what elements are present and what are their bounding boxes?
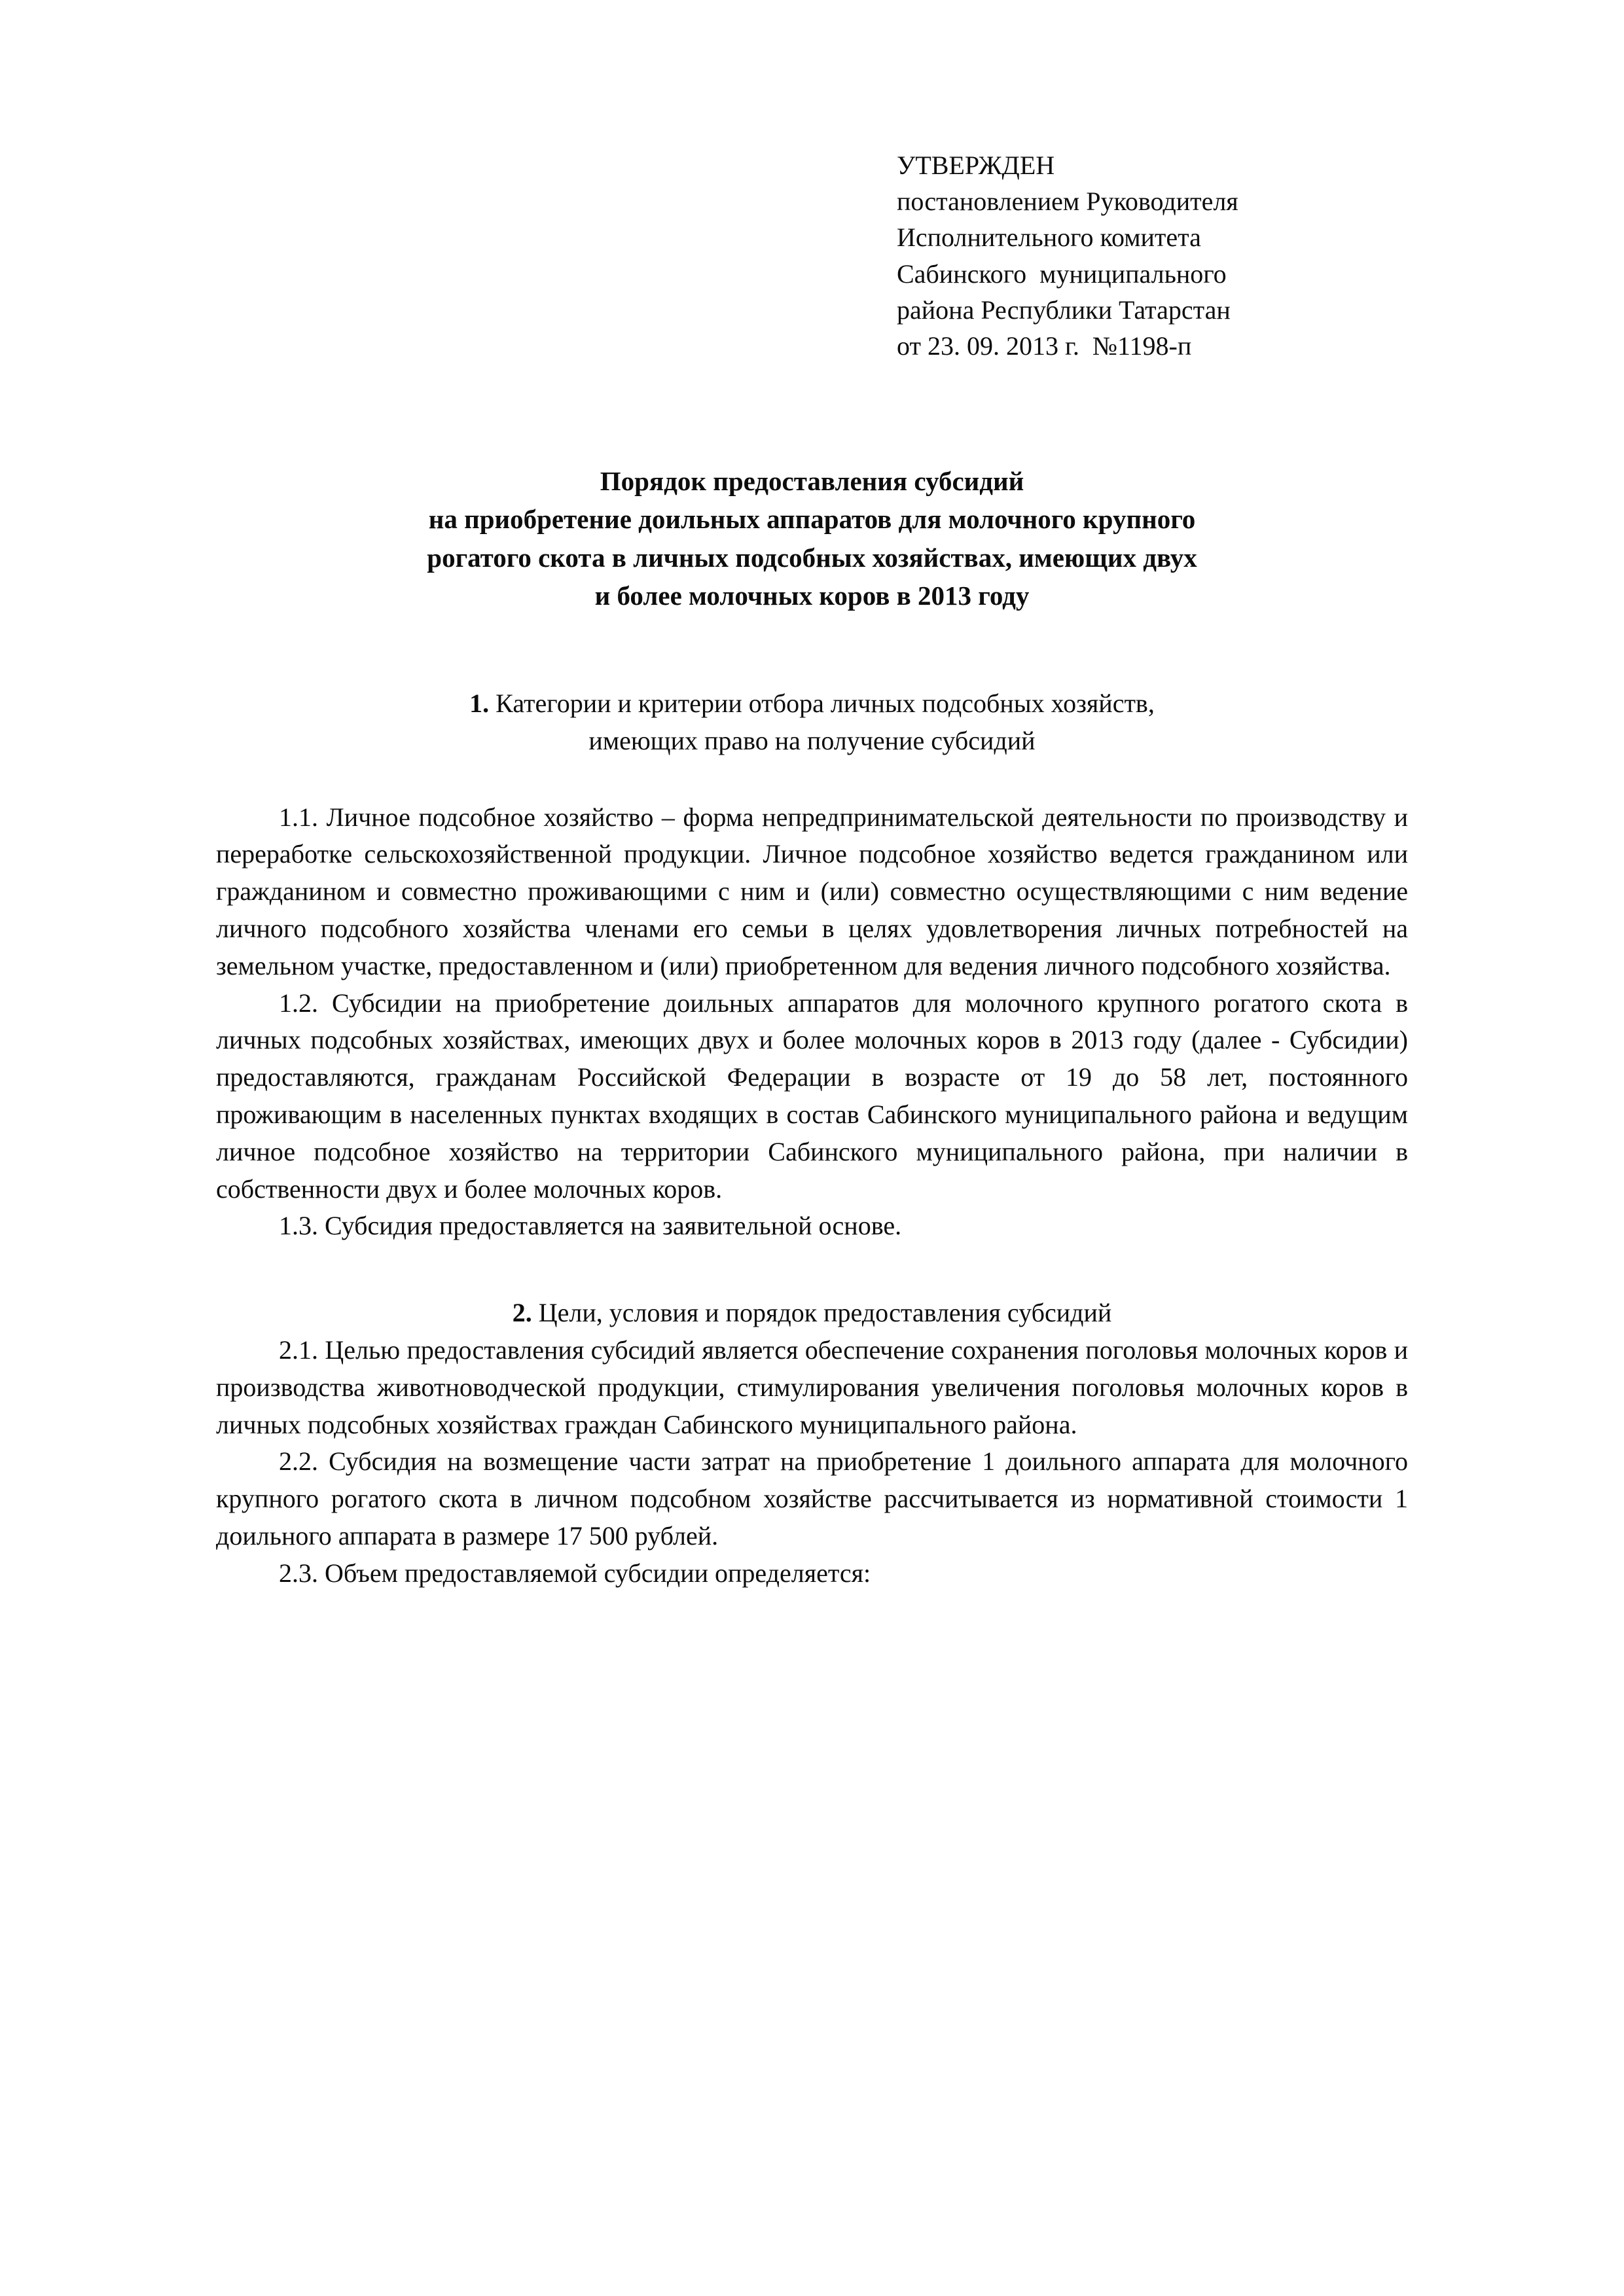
paragraph-1-1: 1.1. Личное подсобное хозяйство – форма непредпринимательской деятельности по производству и переработке сельскохозяйственной продукции. Личное подсобное хозяйство ведется гражданином или гражданином и совместно проживающими с ним и (или) совместно осуществляющими с ним ведение личного подсобного хозяйства членами его семьи в целях удовлетворения личных потребностей на земельном участке, предоставленном и (или) приобретенном для ведения личного подсобного хозяйства. — [216, 802, 1408, 980]
approval-line-5: района Республики Татарстан — [897, 295, 1231, 325]
section-1-heading — [216, 685, 1408, 760]
approval-block — [897, 147, 1408, 364]
paragraph-1-2: 1.2. Субсидии на приобретение доильных аппаратов для молочного крупного рогатого скота в личных подсобных хозяйствах, имеющих двух и более молочных коров в 2013 году (далее - Субсидии) предоставляются, гражданам Российской Федерации в возрасте от 19 до 58 лет, постоянного проживающим в населенных пунктах входящих в состав Сабинского муниципального района и ведущим личное подсобное хозяйство на территории Сабинского муниципального района, при наличии в собственности двух и более молочных коров. — [216, 988, 1408, 1204]
title-line-2: на приобретение доильных аппаратов для молочного крупного — [428, 504, 1196, 535]
paragraph-2-3: 2.3. Объем предоставляемой субсидии определяется: — [279, 1558, 871, 1588]
title-line-1: Порядок предоставления субсидий — [600, 466, 1024, 497]
paragraph-1-3: 1.3. Субсидия предоставляется на заявительной основе. — [279, 1211, 902, 1241]
section-1-number: 1. — [469, 689, 490, 718]
paragraph-2-2: 2.2. Субсидия на возмещение части затрат на приобретение 1 доильного аппарата для молочного крупного рогатого скота в личном подсобном хозяйстве рассчитывается из нормативной стоимости 1 доильного аппарата в размере 17 500 рублей. — [216, 1446, 1408, 1551]
approval-line-1: УТВЕРЖДЕН — [897, 151, 1055, 180]
section-2-body — [216, 1332, 1408, 1592]
approval-line-2: постановлением Руководителя — [897, 187, 1238, 217]
title-line-4: и более молочных коров в 2013 году — [594, 580, 1030, 611]
title-line-3: рогатого скота в личных подсобных хозяйствах, имеющих двух — [427, 542, 1197, 573]
section-1-heading-line-2: имеющих право на получение субсидий — [588, 725, 1036, 755]
section-2-heading — [216, 1295, 1408, 1332]
section-1-body — [216, 799, 1408, 1246]
paragraph-2-1: 2.1. Целью предоставления субсидий является обеспечение сохранения поголовья молочных коров и производства животноводческой продукции, стимулирования увеличения поголовья молочных коров в личных подсобных хозяйствах граждан Сабинского муниципального района. — [216, 1335, 1408, 1439]
approval-line-3: Исполнительного комитета — [897, 223, 1201, 253]
approval-line-6: от 23. 09. 2013 г. №1198-п — [897, 331, 1192, 361]
approval-line-4: Сабинского муниципального — [897, 259, 1227, 289]
document-title — [216, 462, 1408, 615]
section-2-heading-text: Цели, условия и порядок предоставления субсидий — [538, 1298, 1112, 1328]
section-1-heading-line-1: Категории и критерии отбора личных подсобных хозяйств, — [496, 689, 1155, 718]
section-2-number: 2. — [512, 1298, 532, 1328]
